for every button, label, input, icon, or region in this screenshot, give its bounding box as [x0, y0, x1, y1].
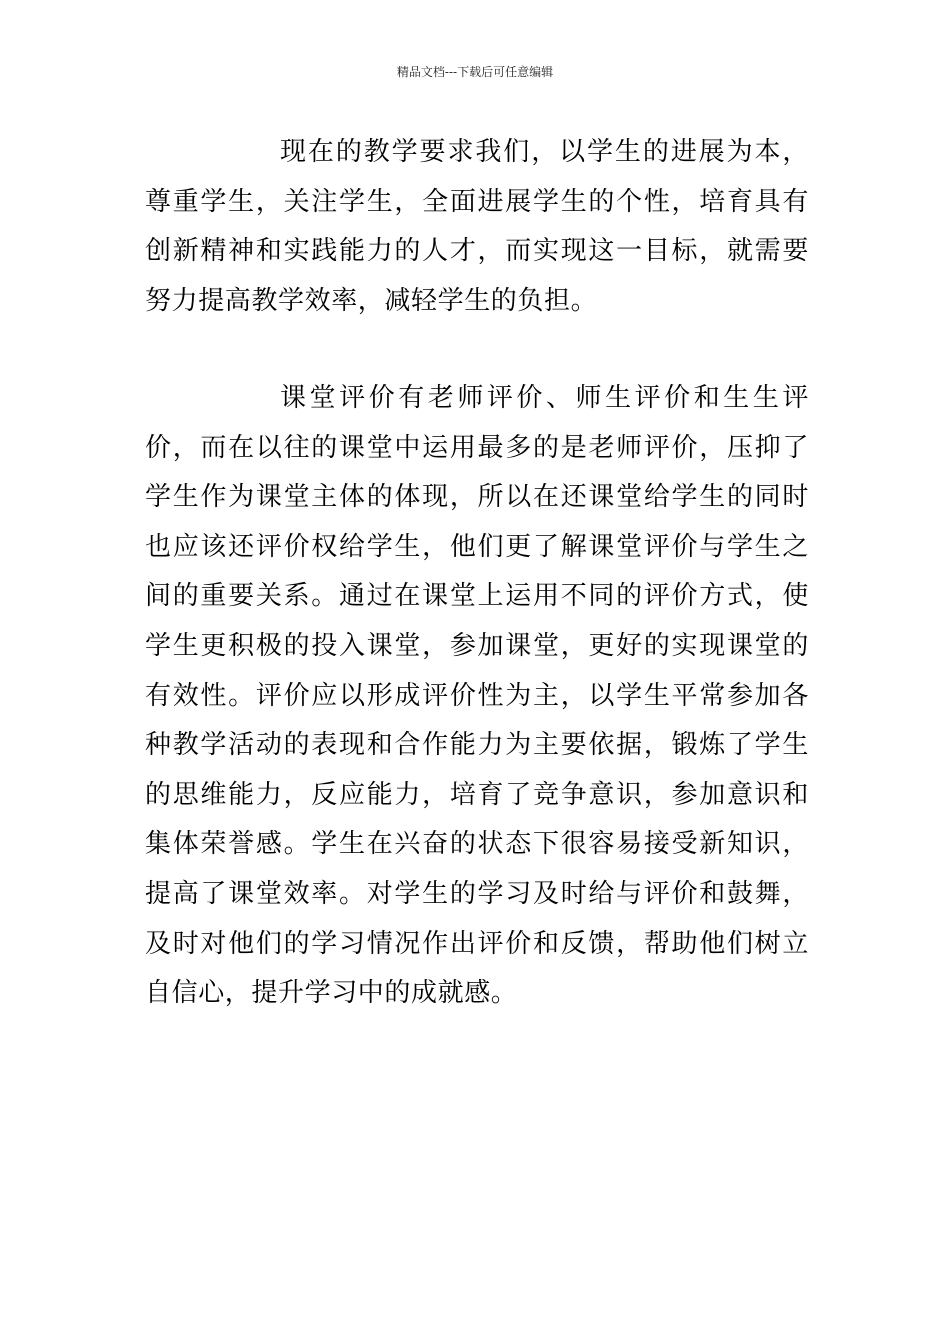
- page-header: 精品文档---下载后可任意编辑: [396, 65, 554, 79]
- body-paragraph-2: 课堂评价有老师评价、师生评价和生生评价，而在以往的课堂中运用最多的是老师评价，压抑了学生作为课堂主体的体现，所以在还课堂给学生的同时也应该还评价权给学生，他们更了解课堂评价与学生之间的重要关系。通过在课堂上运用不同的评价方式，使学生更积极的投入课堂，参加课堂，更好的实现课堂的有效性。评价应以形成评价性为主，以学生平常参加各种教学活动的表现和合作能力为主要依据，锻炼了学生的思维能力，反应能力，培育了竞争意识，参加意识和集体荣誉感。学生在兴奋的状态下很容易接受新知识，提高了课堂效率。对学生的学习及时给与评价和鼓舞，及时对他们的学习情况作出评价和反馈，帮助他们树立自信心，提升学习中的成就感。: [145, 383, 809, 1009]
- body-paragraph-1: 现在的教学要求我们，以学生的进展为本，尊重学生，关注学生，全面进展学生的个性，培育具有创新精神和实践能力的人才，而实现这一目标，就需要努力提高教学效率，减轻学生的负担。: [145, 137, 809, 316]
